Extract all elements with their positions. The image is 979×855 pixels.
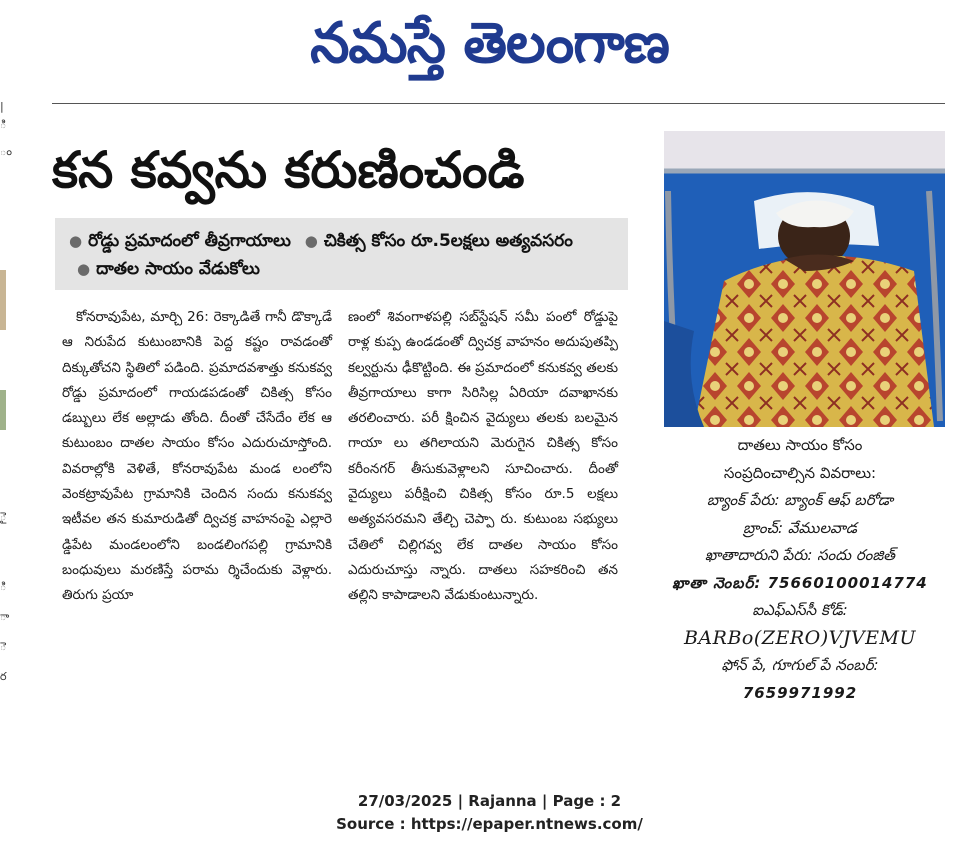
strip-mark: ర (0, 670, 7, 683)
strip-mark: ి (0, 118, 7, 131)
highlight-item: చికిత్స కోసం రూ.5లక్షలు అత్యవసరం (323, 231, 573, 251)
footer-dateline: 27/03/2025 | Rajanna | Page : 2 (357, 792, 622, 810)
ifsc-label: ఐఎఫ్‌ఎస్‌సీ కోడ్: (752, 601, 848, 619)
patient-photo (664, 131, 945, 427)
article-headline: కన కవ్వను కరుణించండి (52, 141, 525, 199)
article-body-column-1: కోనరావుపేట, మార్చి 26: రెక్కాడితే గానీ డొక్కాడే ఆ నిరుపేద కుటుంబానికి పెద్ద కష్టం రావడంతో దిక్కుతోచని స్థితిలో పడింది. ప్రమాదవశాత్తు కనుకవ్వ రోడ్డు ప్రమాదంలో గాయడపడంతో చికిత్స కోసం డబ్బులు లేక అల్లాడు తోంది. దీంతో చేసేదేం లేక ఆ కుటుంబం దాతల సాయం కోసం ఎదురుచూస్తోంది. వివరాల్లోకి వెళితే, కోనరావుపేట మండ లంలోని వెంకట్రావుపేట గ్రామానికి చెందిన సందు కనుకవ్వ ఇటీవల తన కుమారుడితో ద్విచక్ర వాహనంపై ఎల్లారె డ్డిపేట మండలంలోని బండలింగపల్లి గ్రామానికి బంధువులు మరణిస్తే పరామ ర్శిచేందుకు వెళ్లారు. తిరుగు ప్రయా (62, 309, 332, 604)
strip-mark: ం (0, 145, 12, 158)
strip-mark: ై (0, 510, 7, 523)
highlight-item: దాతల సాయం వేడుకోలు (96, 259, 260, 279)
donation-appeal (650, 432, 950, 707)
account-number: ఖాతా నెంబర్: 75660100014774 (672, 573, 928, 592)
epaper-footer (0, 790, 979, 836)
strip-mark: ె (0, 640, 7, 653)
strip-image-fragment (0, 390, 6, 430)
phone-number: 7659971992 (742, 683, 858, 702)
masthead-title: నమస్తే తెలంగాణ (310, 11, 669, 76)
appeal-subheading: సంప్రదించాల్సిన వివరాలు: (723, 463, 877, 482)
footer-source-link[interactable]: Source : https://epaper.ntnews.com/ (336, 815, 643, 833)
ifsc-code: BARBo(ZERO)VJVEMU (683, 626, 917, 649)
highlight-item: రోడ్డు ప్రమాదంలో తీవ్రగాయాలు (88, 231, 291, 251)
bank-name: బ్యాంక్ పేరు: బ్యాంక్ ఆఫ్ బరోడా (706, 491, 894, 509)
section-divider (52, 103, 945, 104)
appeal-heading: దాతలు సాయం కోసం (737, 436, 863, 454)
adjacent-column-strip (0, 90, 10, 710)
account-holder: ఖాతాదారుని పేరు: సందు రంజిత్ (705, 546, 895, 564)
bullet-icon: ● (77, 260, 91, 278)
strip-mark: ి (0, 580, 7, 593)
phone-label: ఫోన్ పే, గూగుల్ పే నంబర్: (721, 656, 879, 674)
strip-mark: | (0, 100, 4, 113)
strip-mark: ా (0, 610, 10, 623)
bullet-icon: ● (304, 232, 318, 250)
bullet-icon: ● (69, 232, 83, 250)
highlights-box (55, 218, 628, 290)
article-body-column-2: ణంలో శివంగాళపల్లి సబ్‌స్టేషన్ సమీ పంలో రోడ్డుపై రాళ్ల కుప్ప ఉండడంతో ద్విచక్ర వాహనం అదుపుతప్పి కల్వర్టును ఢీకొట్టింది. ఈ ప్రమాదంలో కనుకవ్వ తలకు తీవ్రగాయాలు కాగా సిరిసిల్ల ఏరియా దవాఖానకు తరలించారు. పరీ క్షించిన వైద్యులు తలకు బలమైన గాయా లు తగిలాయని మెరుగైన చికిత్స కోసం కరీంనగర్ తీసుకువెళ్లాలని సూచించారు. దీంతో వైద్యులు పరీక్షించి చికిత్స కోసం రూ.5 లక్షలు అత్యవసరమని తేల్చి చెప్పా రు. కుటుంబ సభ్యులు చేతిలో చిల్లిగవ్వ లేక దాతల సాయం కోసం ఎదురుచూస్తు న్నారు. దాతలు సహకరించి తన తల్లిని కాపాడాలని వేడుకుంటున్నారు. (348, 309, 618, 604)
strip-image-fragment (0, 270, 6, 330)
branch-name: బ్రాంచ్: వేములవాడ (743, 518, 857, 537)
